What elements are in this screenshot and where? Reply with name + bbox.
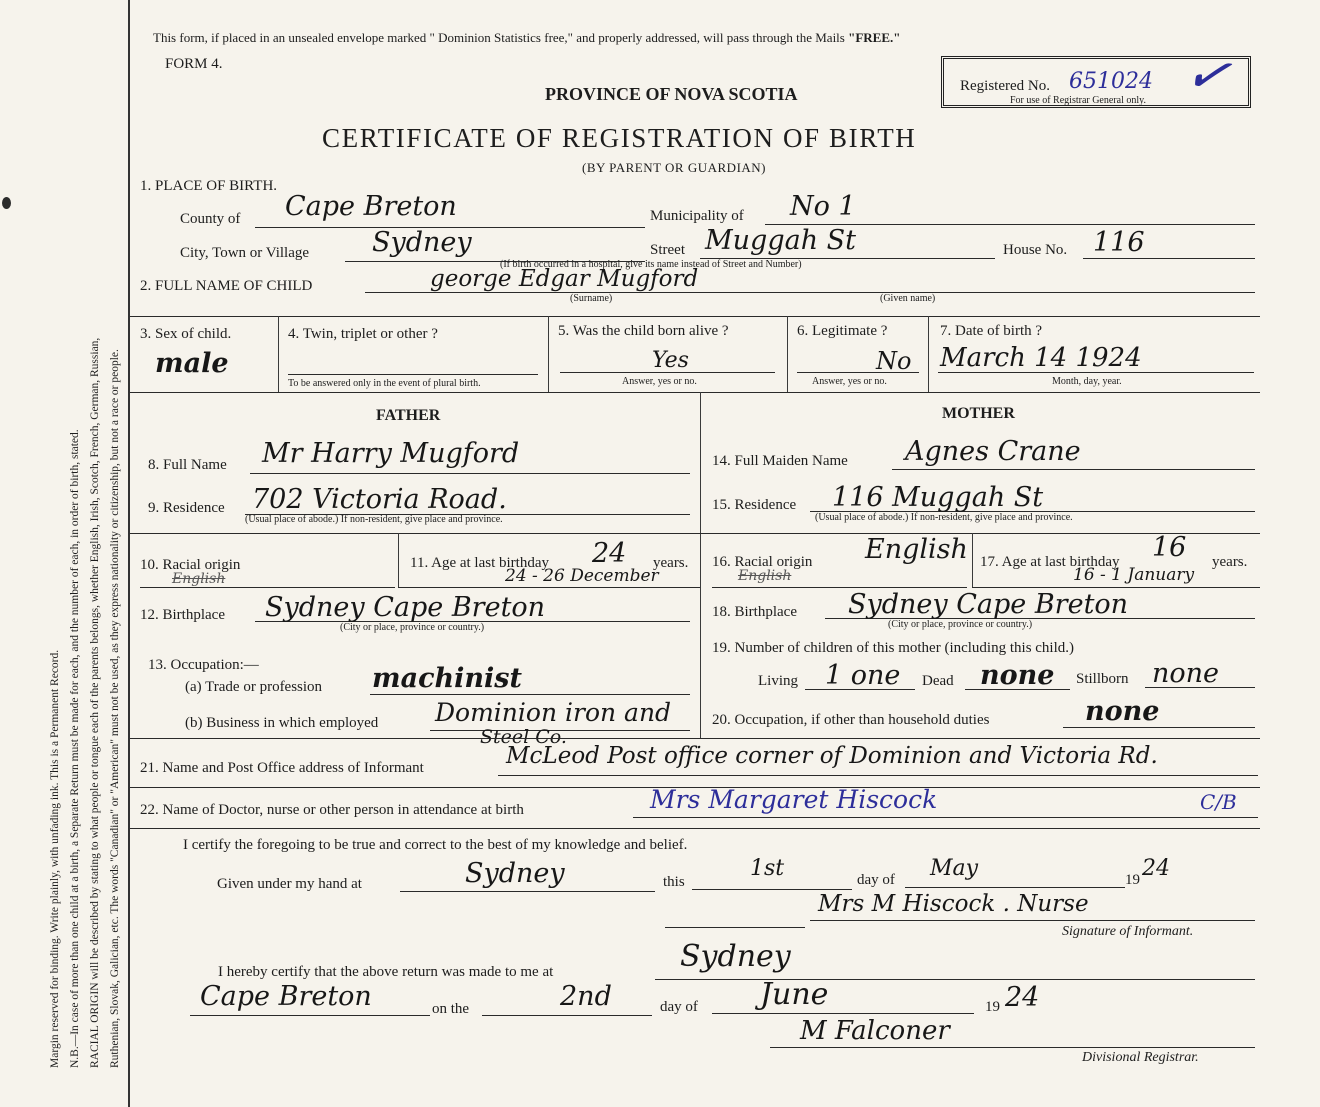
- mother-racial-line: [712, 587, 967, 588]
- county-label: County of: [180, 211, 241, 227]
- registrar-statement: I hereby certify that the above return was made to me at: [218, 964, 554, 980]
- doctor-label: 22. Name of Doctor, nurse or other person in attendance at birth: [140, 802, 524, 818]
- informant-sig-line-short: [665, 927, 805, 928]
- mother-name-line: [892, 469, 1255, 470]
- father-occupation-label: 13. Occupation:—: [148, 657, 259, 673]
- mother-name-value: Agnes Crane: [905, 436, 1081, 467]
- street-label: Street: [650, 242, 685, 258]
- margin-note-racial-origin: RACIAL ORIGIN will be described by stating to what people or tongue each of the parents belongs, whether English, Irish, Scotch, French, German, Russian,: [89, 337, 101, 1068]
- mother-occupation-label: 20. Occupation, if other than household duties: [712, 712, 990, 728]
- registrar-sig-line: [770, 1047, 1255, 1048]
- father-age-note: 24 - 26 December: [505, 566, 659, 586]
- boxes-bottom-line: [130, 392, 1260, 393]
- alive-label: 5. Was the child born alive ?: [558, 323, 729, 339]
- hospital-note: (If birth occurred in a hospital, give its name instead of Street and Number): [500, 259, 802, 270]
- father-residence-note: (Usual place of abode.) If non-resident, give place and province.: [245, 514, 503, 525]
- informant-signature-caption: Signature of Informant.: [1062, 924, 1194, 939]
- mother-age-line: [972, 587, 1260, 588]
- sex-label: 3. Sex of child.: [140, 326, 232, 342]
- mother-racial-value: English: [865, 534, 968, 565]
- father-racial-value-struck: English: [172, 571, 226, 587]
- mother-age-label: 17. Age at last birthday: [980, 554, 1120, 570]
- parents-bottom-line: [130, 738, 1260, 739]
- check-mark: ✓: [1179, 38, 1237, 111]
- registrar-year-prefix: 19: [985, 999, 1000, 1015]
- registrar-county-line: [190, 1015, 430, 1016]
- form-number: FORM 4.: [165, 56, 223, 72]
- mother-occupation-line: [1063, 727, 1255, 728]
- box-divider-3: [787, 316, 788, 392]
- given-place-value: Sydney: [465, 858, 565, 889]
- registrar-month-value: June: [760, 977, 829, 1012]
- registered-number: 651024: [1069, 69, 1153, 94]
- mother-birthplace-label: 18. Birthplace: [712, 604, 797, 620]
- mother-residence-value: 116 Muggah St: [832, 482, 1044, 513]
- boxes-top-line: [130, 316, 1260, 317]
- municipality-label: Municipality of: [650, 208, 744, 224]
- father-trade-line: [370, 694, 690, 695]
- child-name-label: 2. FULL NAME OF CHILD: [140, 278, 313, 294]
- house-label: House No.: [1003, 242, 1068, 258]
- dob-value: March 14 1924: [940, 343, 1142, 373]
- county-value: Cape Breton: [285, 191, 457, 222]
- father-birthplace-note: (City or place, province or country.): [340, 622, 485, 633]
- mother-living-value: 1 one: [825, 660, 901, 691]
- given-month-value: May: [930, 856, 979, 881]
- doctor-value: Mrs Margaret Hiscock: [650, 785, 938, 814]
- margin-note-plural-birth: N.B.—In case of more than one child at a birth, a Separate Return must be made for each, and the number of each, in order of birth, stated.: [69, 429, 81, 1068]
- mother-stillborn-label: Stillborn: [1076, 671, 1129, 687]
- given-year-prefix: 19: [1125, 872, 1140, 888]
- father-business-value-cont: Steel Co.: [480, 726, 567, 748]
- registrar-use-note: For use of Registrar General only.: [1010, 95, 1146, 106]
- mother-age-divider: [972, 533, 973, 588]
- margin-note-racial-origin-cont: Ruthenian, Slovak, Galician, etc. The words "Canadian" or "American" must not be used, as they express nationality or citizenship, but not a race or people.: [109, 349, 121, 1068]
- father-name-line: [250, 473, 690, 474]
- dob-label: 7. Date of birth ?: [940, 323, 1043, 339]
- municipality-value: No 1: [790, 191, 856, 222]
- doctor-extra: C/B: [1200, 790, 1237, 814]
- box-divider-2: [548, 316, 549, 392]
- surname-note: (Surname): [570, 293, 613, 304]
- certificate-subtitle: (BY PARENT OR GUARDIAN): [582, 160, 767, 175]
- mother-heading: MOTHER: [942, 405, 1015, 422]
- mother-birthplace-value: Sydney Cape Breton: [848, 589, 1129, 620]
- place-of-birth-heading: 1. PLACE OF BIRTH.: [140, 178, 278, 194]
- father-age-value: 24: [592, 538, 627, 569]
- informant-value: McLeod Post office corner of Dominion and Victoria Rd.: [506, 743, 1158, 769]
- father-residence-value: 702 Victoria Road.: [252, 484, 507, 515]
- mother-living-label: Living: [758, 673, 798, 689]
- city-label: City, Town or Village: [180, 245, 310, 261]
- given-label: Given under my hand at: [217, 876, 362, 892]
- mother-age-value: 16: [1152, 532, 1187, 563]
- registrar-onthe-label: on the: [432, 1001, 470, 1017]
- given-this-label: this: [663, 874, 685, 890]
- mother-racial-label: 16. Racial origin: [712, 554, 813, 570]
- father-racial-label: 10. Racial origin: [140, 557, 241, 573]
- father-heading: FATHER: [376, 407, 441, 424]
- father-business-value: Dominion iron and: [435, 698, 672, 727]
- doctor-bottom-line: [130, 828, 1260, 829]
- father-age-line: [398, 587, 700, 588]
- mother-racial-value-struck: English: [738, 568, 792, 584]
- father-age-divider: [398, 533, 399, 588]
- given-place-line: [400, 891, 655, 892]
- registrar-county-value: Cape Breton: [200, 981, 372, 1012]
- father-trade-value: machinist: [372, 663, 522, 694]
- father-birthplace-value: Sydney Cape Breton: [265, 592, 546, 623]
- father-racial-line: [140, 587, 395, 588]
- mother-name-label: 14. Full Maiden Name: [712, 453, 848, 469]
- informant-signature: Mrs M Hiscock . Nurse: [818, 891, 1089, 917]
- father-birthplace-label: 12. Birthplace: [140, 607, 225, 623]
- alive-value: Yes: [652, 348, 689, 373]
- registered-label: Registered No.: [960, 78, 1050, 94]
- mother-age-note: 16 - 1 January: [1073, 565, 1195, 585]
- mother-age-unit: years.: [1212, 554, 1248, 570]
- registrar-year-value: 24: [1005, 982, 1040, 1013]
- given-name-note: (Given name): [880, 293, 936, 304]
- registrar-day-value: 2nd: [560, 981, 612, 1012]
- informant-label: 21. Name and Post Office address of Informant: [140, 760, 424, 776]
- mail-notice: This form, if placed in an unsealed envelope marked " Dominion Statistics free," and properly addressed, will pass through the Mails "FREE.": [153, 30, 901, 45]
- box-divider-4: [928, 316, 929, 392]
- father-age-unit: years.: [653, 555, 689, 571]
- margin-note-binding: Margin reserved for binding. Write plainly, with unfading ink. This is a Permanent Record.: [49, 649, 61, 1068]
- registrar-place-value: Sydney: [680, 939, 791, 974]
- given-year-value: 24: [1142, 856, 1170, 881]
- legit-label: 6. Legitimate ?: [797, 323, 888, 339]
- given-day-value: 1st: [750, 856, 785, 881]
- child-name-line: [365, 292, 1255, 293]
- mother-children-label: 19. Number of children of this mother (including this child.): [712, 640, 1075, 656]
- father-racial-top-line: [130, 533, 700, 534]
- dob-note: Month, day, year.: [1052, 376, 1122, 387]
- informant-sig-line: [810, 920, 1255, 921]
- twin-note: To be answered only in the event of plural birth.: [288, 378, 481, 389]
- registrar-dayof-label: day of: [660, 999, 698, 1015]
- registrar-month-line: [712, 1013, 974, 1014]
- father-business-label: (b) Business in which employed: [185, 715, 379, 731]
- mother-residence-note: (Usual place of abode.) If non-resident, give place and province.: [815, 512, 1073, 523]
- binder-hole: [2, 197, 11, 209]
- father-name-label: 8. Full Name: [148, 457, 227, 473]
- mother-dead-value: none: [980, 660, 1055, 691]
- doctor-line: [633, 817, 1258, 818]
- given-month-line: [905, 887, 1125, 888]
- given-dayof-label: day of: [857, 872, 895, 888]
- house-value: 116: [1093, 227, 1145, 258]
- registrar-signature: M Falconer: [800, 1016, 950, 1046]
- house-line: [1083, 258, 1255, 259]
- box-divider-1: [278, 316, 279, 392]
- certification-statement: I certify the foregoing to be true and correct to the best of my knowledge and belief.: [183, 837, 688, 853]
- father-trade-label: (a) Trade or profession: [185, 679, 323, 695]
- father-age-label: 11. Age at last birthday: [410, 555, 549, 571]
- mother-dead-label: Dead: [922, 673, 954, 689]
- twin-line: [288, 374, 538, 375]
- sex-value: male: [155, 348, 229, 379]
- legit-value: No: [876, 347, 912, 375]
- twin-label: 4. Twin, triplet or other ?: [288, 326, 438, 342]
- father-residence-label: 9. Residence: [148, 500, 225, 516]
- registrar-place-line: [655, 979, 1255, 980]
- mother-occupation-value: none: [1085, 696, 1160, 727]
- province-heading: PROVINCE OF NOVA SCOTIA: [545, 84, 798, 104]
- mother-residence-label: 15. Residence: [712, 497, 797, 513]
- mother-stillborn-value: none: [1152, 658, 1220, 689]
- city-value: Sydney: [372, 227, 472, 258]
- informant-line: [498, 775, 1258, 776]
- given-day-line: [692, 889, 852, 890]
- parents-divider: [700, 392, 701, 738]
- certificate-title: CERTIFICATE OF REGISTRATION OF BIRTH: [322, 123, 917, 153]
- child-name-value: george Edgar Mugford: [430, 266, 699, 292]
- registrar-caption: Divisional Registrar.: [1082, 1050, 1199, 1065]
- alive-note: Answer, yes or no.: [622, 376, 697, 387]
- father-name-value: Mr Harry Mugford: [262, 438, 520, 469]
- registrar-day-line: [482, 1015, 652, 1016]
- mother-birthplace-note: (City or place, province or country.): [888, 619, 1033, 630]
- form-left-border: [128, 0, 130, 1107]
- street-value: Muggah St: [705, 225, 857, 256]
- legit-note: Answer, yes or no.: [812, 376, 887, 387]
